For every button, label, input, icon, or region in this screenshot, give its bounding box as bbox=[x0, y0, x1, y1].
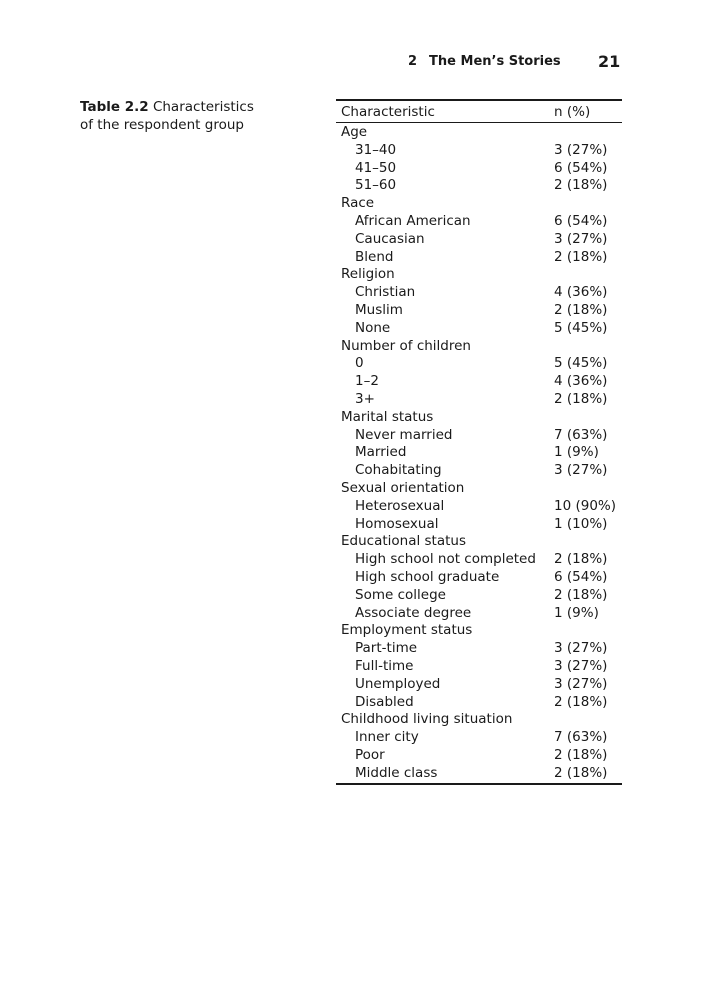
group-label: Sexual orientation bbox=[341, 479, 465, 496]
table-row bbox=[336, 676, 622, 694]
table-row bbox=[336, 694, 622, 712]
running-title bbox=[408, 54, 561, 69]
table-row bbox=[336, 177, 622, 195]
row-label: Cohabitating bbox=[355, 462, 442, 479]
table-row bbox=[336, 640, 622, 658]
table-row bbox=[336, 747, 622, 765]
row-value: 3 (27%) bbox=[554, 640, 608, 657]
group-label: Age bbox=[341, 124, 368, 140]
row-label: African American bbox=[355, 212, 471, 229]
table-row bbox=[336, 444, 622, 462]
row-label: 31–40 bbox=[355, 141, 397, 158]
row-value: 2 (18%) bbox=[554, 764, 608, 781]
table-caption-text: Characteristics of the respondent group bbox=[80, 99, 254, 133]
table-group-row bbox=[336, 338, 622, 356]
row-value: 7 (63%) bbox=[554, 729, 608, 746]
row-label: Middle class bbox=[355, 764, 438, 781]
column-header-characteristic: Characteristic bbox=[341, 104, 435, 120]
group-label: Educational status bbox=[341, 533, 467, 550]
row-value: 2 (18%) bbox=[554, 390, 608, 407]
row-label: 41–50 bbox=[355, 159, 397, 176]
row-value: 4 (36%) bbox=[554, 373, 608, 390]
row-label: None bbox=[355, 319, 391, 336]
row-label: Muslim bbox=[355, 301, 403, 318]
group-label: Religion bbox=[341, 266, 395, 283]
table-row bbox=[336, 249, 622, 267]
table-group-row bbox=[336, 480, 622, 498]
table-row bbox=[336, 320, 622, 338]
group-label: Marital status bbox=[341, 408, 434, 425]
table-bottom-rule bbox=[336, 783, 622, 785]
table-row bbox=[336, 462, 622, 480]
row-value: 1 (9%) bbox=[554, 604, 599, 621]
row-value: 3 (27%) bbox=[554, 462, 608, 479]
row-label: Part-time bbox=[355, 640, 418, 657]
row-label: Some college bbox=[355, 586, 446, 603]
table-row bbox=[336, 391, 622, 409]
table-group-row bbox=[336, 711, 622, 729]
chapter-title: The Men’s Stories bbox=[429, 54, 561, 69]
row-label: Disabled bbox=[355, 693, 414, 710]
row-value: 2 (18%) bbox=[554, 693, 608, 710]
table-group-row bbox=[336, 622, 622, 640]
row-label: 1–2 bbox=[355, 373, 379, 390]
table-row bbox=[336, 765, 622, 783]
row-value: 6 (54%) bbox=[554, 212, 608, 229]
row-label: Inner city bbox=[355, 729, 419, 746]
table-row bbox=[336, 498, 622, 516]
row-label: Never married bbox=[355, 426, 453, 443]
table-row bbox=[336, 213, 622, 231]
table-caption-label: Table 2.2 bbox=[80, 99, 149, 115]
row-value: 4 (36%) bbox=[554, 284, 608, 301]
row-label: High school graduate bbox=[355, 568, 500, 585]
row-value: 7 (63%) bbox=[554, 426, 608, 443]
table-header-row bbox=[336, 102, 622, 122]
table-group-row bbox=[336, 195, 622, 213]
row-value: 5 (45%) bbox=[554, 355, 608, 372]
table-row bbox=[336, 427, 622, 445]
row-label: 51–60 bbox=[355, 177, 397, 194]
row-value: 2 (18%) bbox=[554, 746, 608, 763]
table-row bbox=[336, 231, 622, 249]
table-row bbox=[336, 160, 622, 178]
row-value: 2 (18%) bbox=[554, 301, 608, 318]
row-value: 3 (27%) bbox=[554, 230, 608, 247]
row-value: 3 (27%) bbox=[554, 141, 608, 158]
row-label: High school not completed bbox=[355, 551, 536, 568]
chapter-number: 2 bbox=[408, 54, 418, 69]
row-value: 3 (27%) bbox=[554, 675, 608, 692]
table-group-row bbox=[336, 533, 622, 551]
table-group-row bbox=[336, 266, 622, 284]
row-value: 10 (90%) bbox=[554, 497, 617, 514]
row-label: Associate degree bbox=[355, 604, 472, 621]
row-value: 5 (45%) bbox=[554, 319, 608, 336]
table-group-row bbox=[336, 124, 622, 142]
row-label: Unemployed bbox=[355, 675, 441, 692]
table-top-rule bbox=[336, 99, 622, 101]
row-label: 3+ bbox=[355, 390, 375, 407]
row-label: Married bbox=[355, 444, 407, 461]
row-value: 1 (10%) bbox=[554, 515, 608, 532]
row-label: Caucasian bbox=[355, 230, 425, 247]
row-value: 2 (18%) bbox=[554, 586, 608, 603]
running-head bbox=[0, 52, 704, 76]
group-label: Number of children bbox=[341, 337, 471, 354]
table-row bbox=[336, 729, 622, 747]
row-label: Christian bbox=[355, 284, 416, 301]
table-row bbox=[336, 373, 622, 391]
page-number: 21 bbox=[598, 52, 621, 71]
table-row bbox=[336, 658, 622, 676]
characteristics-table bbox=[336, 99, 622, 785]
group-label: Race bbox=[341, 195, 375, 212]
table-row bbox=[336, 355, 622, 373]
row-value: 2 (18%) bbox=[554, 248, 608, 265]
row-value: 6 (54%) bbox=[554, 159, 608, 176]
table-body bbox=[336, 123, 622, 783]
row-value: 1 (9%) bbox=[554, 444, 599, 461]
table-row bbox=[336, 551, 622, 569]
row-value: 3 (27%) bbox=[554, 657, 608, 674]
group-label: Childhood living situation bbox=[341, 711, 513, 728]
row-value: 2 (18%) bbox=[554, 177, 608, 194]
row-value: 6 (54%) bbox=[554, 568, 608, 585]
row-label: Poor bbox=[355, 746, 385, 763]
row-value: 2 (18%) bbox=[554, 551, 608, 568]
table-row bbox=[336, 284, 622, 302]
row-label: Heterosexual bbox=[355, 497, 445, 514]
group-label: Employment status bbox=[341, 622, 473, 639]
table-row bbox=[336, 516, 622, 534]
column-header-n-percent: n (%) bbox=[554, 104, 591, 120]
table-caption bbox=[80, 98, 270, 134]
table-row bbox=[336, 302, 622, 320]
table-row bbox=[336, 587, 622, 605]
row-label: 0 bbox=[355, 355, 364, 372]
table-row bbox=[336, 142, 622, 160]
table-row bbox=[336, 569, 622, 587]
row-label: Full-time bbox=[355, 657, 414, 674]
row-label: Blend bbox=[355, 248, 394, 265]
table-row bbox=[336, 605, 622, 623]
row-label: Homosexual bbox=[355, 515, 439, 532]
table-group-row bbox=[336, 409, 622, 427]
